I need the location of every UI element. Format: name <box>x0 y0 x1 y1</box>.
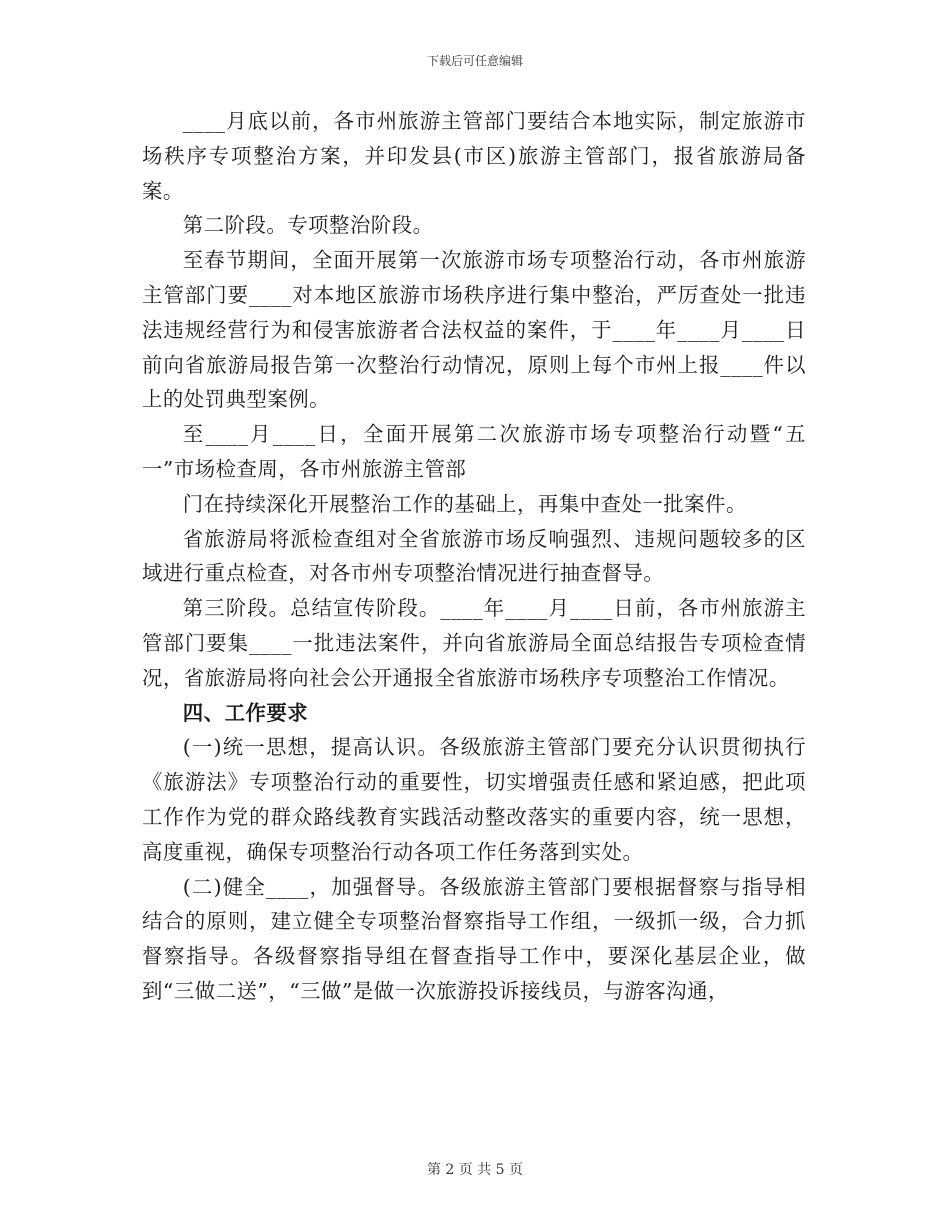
document-body <box>142 104 806 1009</box>
paragraph: 第二阶段。专项整治阶段。 <box>182 213 434 238</box>
paragraph: (一)统一思想，提高认识。各级旅游主管部门要充分认识贯彻执行《旅游法》专项整治行动的重要性，切实增强责任感和紧迫感，把此项工作作为党的群众路线教育实践活动整改落实的重要内容，统一思想，高度重视，确保专项整治行动各项工作任务落到实处。 <box>142 735 806 864</box>
paragraph: ____月底以前，各市州旅游主管部门要结合本地实际，制定旅游市场秩序专项整治方案，并印发县(市区)旅游主管部门，报省旅游局备案。 <box>142 109 806 203</box>
paragraph: 第三阶段。总结宣传阶段。____年____月____日前，各市州旅游主管部门要集____一批违法案件，并向省旅游局全面总结报告专项检查情况，省旅游局将向社会公开通报全省旅游市场秩序专项整治工作情况。 <box>142 596 806 690</box>
paragraph: 省旅游局将派检查组对全省旅游市场反响强烈、违规问题较多的区域进行重点检查，对各市州专项整治情况进行抽查督导。 <box>142 526 806 586</box>
page-header: 下载后可任意编辑 <box>426 54 523 68</box>
paragraph: 至春节期间，全面开展第一次旅游市场专项整治行动，各市州旅游主管部门要____对本地区旅游市场秩序进行集中整治，严厉查处一批违法违规经营行为和侵害旅游者合法权益的案件，于____年____月____日前向省旅游局报告第一次整治行动情况，原则上每个市州上报____件以上的处罚典型案例。 <box>142 248 806 412</box>
section-heading: 四、工作要求 <box>182 700 309 725</box>
paragraph: 至____月____日，全面开展第二次旅游市场专项整治行动暨“五一”市场检查周，各市州旅游主管部 <box>142 422 806 481</box>
paragraph: (二)健全____，加强督导。各级旅游主管部门要根据督察与指导相结合的原则，建立健全专项整治督察指导工作组，一级抓一级，合力抓督察指导。各级督察指导组在督查指导工作中，要深化基层企业，做到“三做二送”，“三做”是做一次旅游投诉接线员，与游客沟通， <box>142 874 806 1003</box>
page-number: 第 2 页 共 5 页 <box>426 1162 524 1178</box>
paragraph: 门在持续深化开展整治工作的基础上，再集中查处一批案件。 <box>182 491 747 516</box>
